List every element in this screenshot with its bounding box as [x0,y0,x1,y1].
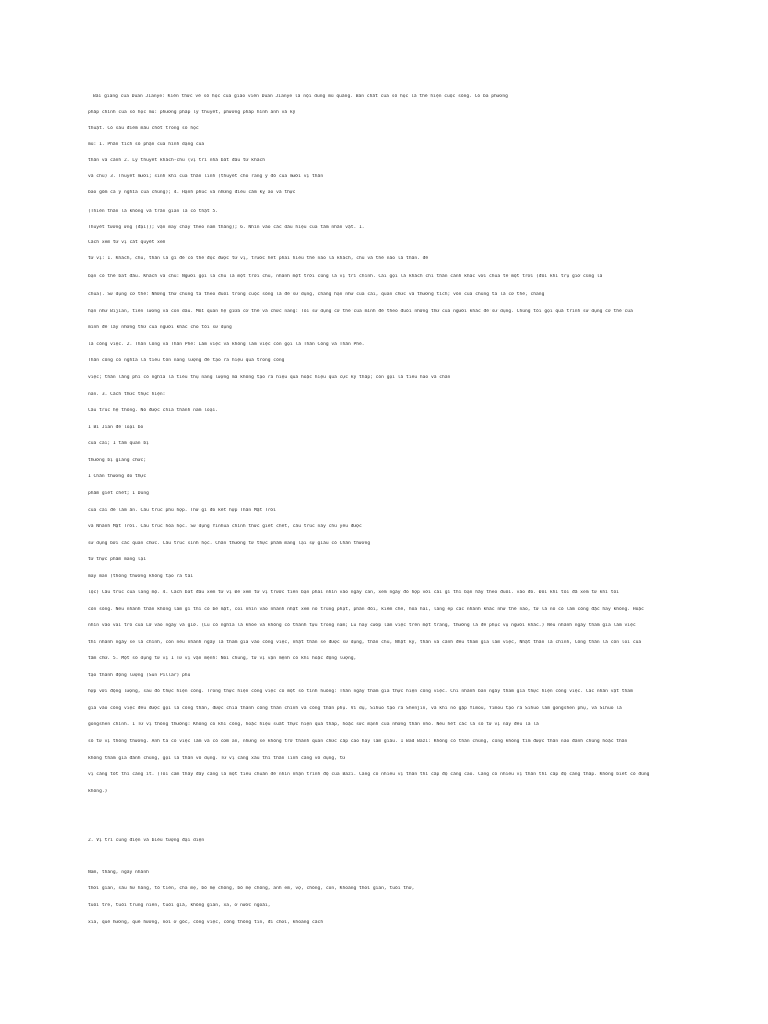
text-line: 1 Bi Jian để loại bỏ [88,425,144,430]
text-line: 1 Chấn thương do thực [88,474,147,479]
text-line: pháp chính của số học mù: phương pháp lý thuyết, phương pháp hình ảnh và kỹ [88,110,296,115]
text-line: (Thiên thần là không và trần gian là có thật 5. [88,209,218,214]
text-line: số tứ vị thông thường. Anh ta có việc làm và có cơm ăn, nhưng sẽ không trở thành quan chức cấp cao hay làm giàu. 1 Bad Bazi: Không có thần chúng, cũng không tìm được thần nào đánh chúng hoặc thần [88,739,628,744]
text-line: thân và cánh 2. Lý thuyết khách-chủ (vị trí nhà bất đầu từ khách [88,158,266,163]
text-line: bao gồm cả ý nghĩa của chúng); 4. Hạnh phúc và những điều cấm kỵ ảo và thực [88,190,296,195]
text-line: may mắn (thông thường không tạo ra tài [88,574,194,579]
text-line: Thuyết tương ứng (đại)); vận may chảy theo năm tháng); 6. Nhìn vào các dấu hiệu của tâm nhân vật. 1. [88,225,365,230]
text-line: tạo thành động lượng (Sun Pillar) phù [88,673,191,678]
text-line: phẩm giết chết; 1 Dùng [88,491,149,496]
text-line: mù: 1. Phân tích số phận của hình dạng của [88,142,205,147]
text-line: tuổi trẻ, tuổi trung niên, tuổi già, không gian, xa, ở nước ngoài, [88,903,271,908]
text-line: Cách xem tứ vị cát quyết xem [88,240,166,245]
text-line: của cải để làm ấn. Cấu trúc phù hợp. Thứ gì đó kết hợp Thần Mặt Trời [88,508,277,513]
section-heading: 2. Vị trí cung điện và biểu tượng đại diện [88,838,205,843]
text-line: thời gian, sâu hư hàng, tổ tiên, cha mẹ, bố mẹ chồng, bố mẹ chồng, anh em, vợ, chồng, con, Khoảng thời gian, tuổi thơ, [88,886,415,891]
text-line: bạn có thể bắt đầu. Khách và chủ: Người gọi là chủ là một trời chủ, nhánh một trời cũng là vị trí chính. Cái gọi là khách chỉ thân cành khác với chủa tể một trời (đối khi trụ giờ cũng là [88,274,603,279]
text-line: và Nhánh Mặt Trời. Cấu trúc hóa học. Sử dụng Yinhua chính thức giết chết, cấu trúc này chủ yếu được [88,524,362,529]
text-line: tứ vị: 1. Khách, chủ, thần là gì để có thể đọc được tứ vị, trước hết phải hiểu thế nào là khách, chủ và thế nào là thần. để [88,256,429,261]
text-line: Năm, tháng, ngày nhánh [88,870,149,875]
text-line: còn sống. Nếu nhánh thân không làm gì thì có bề mặt, cõi nhìn vào nhánh nhật xem nó trùng phạt, phân đôi, kiềm chế, hòa hai, làng ép các nhánh khác như thế nào, từ là nó có làm công đặc hay không. Hoặc [88,607,644,612]
text-line: Cấu trúc hệ thống. Nó được chia thành năm loại. [88,408,218,413]
text-line: và chủ) 3. Thuyết mười; sinh khí của thần linh (thuyết cho rằng ý đồ của mười vị thần [88,174,324,179]
text-line: tâm chữ. 5. Một số dụng tứ vị 1 Tứ vị vận mệnh: Nói chung, tứ vị vận mệnh có khi hoặc động lượng, [88,656,357,661]
text-line: thuật. Có sáu điểm mấu chốt trong số học [88,126,199,131]
text-line: không tham gia đánh chúng, gọi là thần vô dụng. Tứ vị càng xấu thì thần linh càng vô dụng, tứ [88,756,346,761]
text-line: của cải; 1 tâm quan bị [88,441,149,446]
text-line: nhìn vào vai trò của Lữ vào ngày và giờ. (Lu có nghĩa là khỏe và không có thánh tựu trong năm; Lu hay cướp làm việc trên một trăng, thường là để phục vụ người khác.) Nếu nhánh ngày tham gia làm việc [88,623,636,628]
text-line: chủa). Sử dụng cơ thể: Những thứ chúng ta theo đuổi trong cuộc sống là để sử dụng, chẳng hạn như của cải, quan chức và thương tích; vốn của chúng ta là cơ thể, chẳng [88,292,545,297]
text-line: gia vào công việc đều được gọi là công thần, được chia thành công thần chính và công thần phụ. Ví dụ, Sihuo tạo ra Shenjin, và khi nó gặp Yimou, Yimou tạo ra Sihuo làm gongshen phụ, và Sihuo là [88,706,622,711]
text-line: hạn như Bijian, tiền lương và con dấu. Mỗi quan hệ giữa cơ thể và chức năng: Tôi sử dụng cơ thể của mình để theo đuổi những thứ của người khác để sử dụng. Chúng tôi gọi quá trình sử dụng cơ thể của [88,309,633,314]
text-line: là công việc. 2. Thần Công và Thần Phế: Làm việc và không làm việc còn gọi là Thần Công và Thần Phế. [88,342,365,347]
text-line: vị càng tốt thì càng ít. (Tôi cảm thấy đây càng là một tiêu chuẩn để nhìn nhận trình độ của Bazi. Càng có nhiều vị thần thì cấp độ càng cao. Càng có nhiều vị thần thì cấp độ càng thấp. Không biết có đúng [88,772,650,777]
text-line: mình để lấy những thứ của người khác cho tôi sử dụng [88,325,232,330]
text-line: hợp với động lượng, sau đó thực hiện công. Trong thực hiện công việc có một số tình huống: Thân ngày tham gia thực hiện công việc. Chi nhánh bản ngày tham gia thực hiện công việc. Các nhân vật tham [88,689,633,694]
text-line: Thần công có nghĩa là tiêu tốn năng lượng để tạo ra hiệu quả trong công [88,358,285,363]
text-line: xia, quê hương, quê hương, nơi ở gốc, công việc, cổng thông tin, đi chơi, khoảng cách [88,920,324,925]
text-line: từ thực phẩm mang lại [88,557,147,562]
text-line: không.) [88,789,108,794]
text-line: thường bị giảng chức; [88,458,147,463]
text-line: việc; thần lãng phí có nghĩa là tiêu thụ năng lượng mà không tạo ra hiệu quả hoặc hiệu quả cực kỳ thấp; còn gọi là tiêu hao và chán [88,375,451,380]
text-line: Bài giảng của Duan Jianye: Kiến thức về số học của giáo viên Duan Jianye là nội dung mù quáng. Bản chất của số học là thể hiện cuộc sống. Có ba phương [93,94,508,99]
text-line: sử dụng bởi các quan chức. Cấu trúc sinh học. Chấn thương từ thực phẩm mang lại sự giàu có Chấn thương [88,541,371,546]
text-line: nản. 3. Cách thức thực hiện: [88,392,166,397]
text-line: lộc) Cấu trúc của lăng mộ. 4. Cách bắt đầu xem tứ vị Để xem tứ vị trước tiên bạn phải nhìn vào ngày can, xem ngày đó hợp với cái gì thì bạn hãy theo đuổi. vào đó. Đôi khi tôi đã xem tứ khí tôi [88,590,620,595]
text-line: gongshen chính. 1 Tứ vị thông thường: Không có khi công, hoặc hiệu suất thực hiện quá thấp, hoặc sức mạnh của những thần nhỏ. Nếu hết các là số tứ vị này đều là là [88,722,539,727]
text-line: thì nhánh ngày sẽ là chính, còn nếu nhánh ngày là tham gia vào công việc, nhật thân sẽ được sử dụng, thân chủ, Nhật ký, thân và cành đều tham gia làm việc, Nhật thân là chính, Công thân là cốn lõi của [88,640,642,645]
